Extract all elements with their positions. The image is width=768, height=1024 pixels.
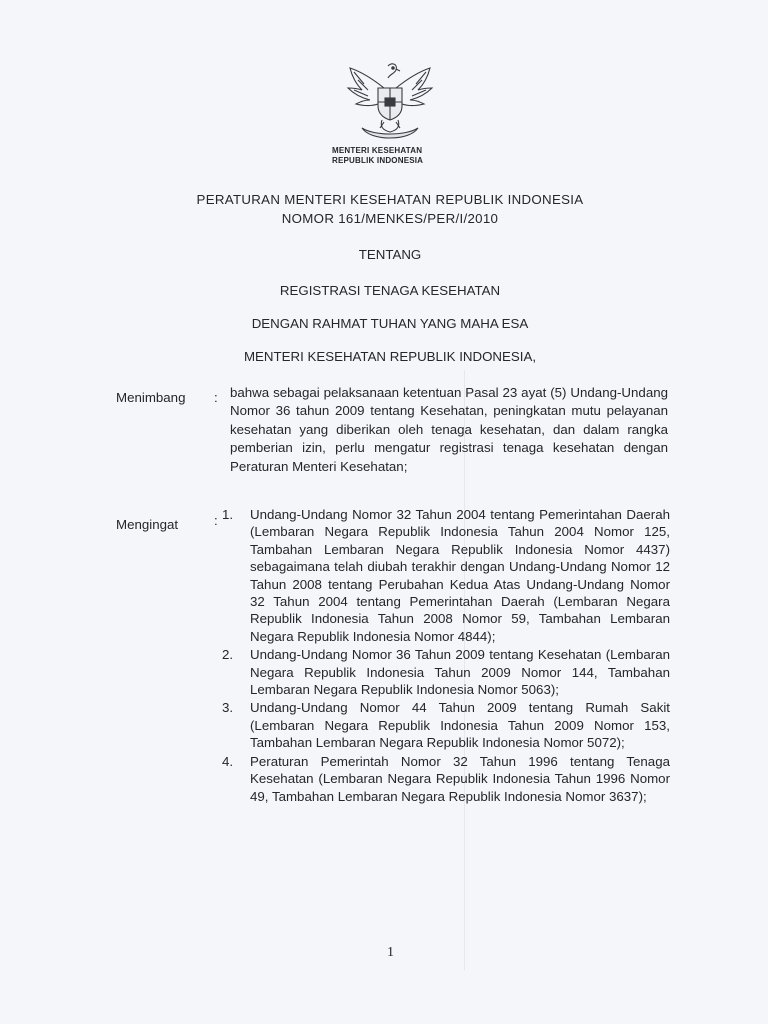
menimbang-colon: : (214, 390, 218, 405)
list-item-number: 1. (222, 507, 234, 522)
rahmat-line: DENGAN RAHMAT TUHAN YANG MAHA ESA (251, 316, 529, 331)
mengingat-label: Mengingat (116, 517, 179, 532)
list-item-number: 3. (222, 700, 234, 716)
regulation-subject: REGISTRASI TENAGA KESEHATAN (279, 283, 501, 298)
regulation-number: NOMOR 161/MENKES/PER/I/2010 (281, 211, 499, 226)
garuda-emblem-icon (344, 58, 436, 140)
list-item-number: 4. (222, 753, 234, 769)
ministry-line-2: REPUBLIK INDONESIA (332, 156, 424, 165)
menteri-line: MENTERI KESEHATAN REPUBLIK INDONESIA, (243, 349, 537, 364)
ministry-letterhead (332, 146, 452, 166)
page-number: 1 (387, 945, 394, 960)
mengingat-list (222, 506, 670, 806)
list-item (222, 506, 670, 645)
list-item-text: Undang-Undang Nomor 44 Tahun 2009 tentang Rumah Sakit (Lembaran Negara Republik Indonesia Tahun 2009 Nomor 153, Tambahan Lembaran Negara Republik Indonesia Nomor 5072); (250, 700, 670, 751)
mengingat-colon: : (214, 513, 218, 528)
list-item-text: Undang-Undang Nomor 32 Tahun 2004 tentang Pemerintahan Daerah (Lembaran Negara Republik Indonesia Tahun 2004 Nomor 125, Tambahan Lembaran Negara Republik Indonesia Nomor 4437) sebagaimana telah diubah terakhir dengan Undang-Undang Nomor 12 Tahun 2008 tentang Perubahan Kedua Atas Undang-Undang Nomor 32 Tahun 2004 tentang Pemerintahan Daerah (Lembaran Negara Republik Indonesia Tahun 2008 Nomor 59, Tambahan Lembaran Negara Republik Indonesia Nomor 4844); (250, 507, 670, 644)
menimbang-label: Menimbang (116, 390, 186, 405)
list-item-text: Undang-Undang Nomor 36 Tahun 2009 tentang Kesehatan (Lembaran Negara Republik Indonesia Tahun 2009 Nomor 144, Tambahan Lembaran Negara Republik Indonesia Nomor 5063); (250, 647, 670, 698)
list-item-number: 2. (222, 647, 234, 663)
tentang-heading: TENTANG (358, 247, 422, 262)
list-item (222, 753, 670, 805)
ministry-line-1: MENTERI KESEHATAN (332, 146, 423, 155)
menimbang-text: bahwa sebagai pelaksanaan ketentuan Pasal 23 ayat (5) Undang-Undang Nomor 36 tahun 2009 tentang Kesehatan, peningkatan mutu pelayanan kesehatan yang diberikan oleh tenaga kesehatan, dan dalam rangka pemberian izin, perlu mengatur registrasi tenaga kesehatan dengan Peraturan Menteri Kesehatan; (230, 385, 668, 474)
list-item (222, 646, 670, 698)
list-item (222, 699, 670, 751)
regulation-title: PERATURAN MENTERI KESEHATAN REPUBLIK INDONESIA (196, 192, 584, 207)
list-item-text: Peraturan Pemerintah Nomor 32 Tahun 1996 tentang Tenaga Kesehatan (Lembaran Negara Republik Indonesia Tahun 1996 Nomor 49, Tambahan Lembaran Negara Republik Indonesia Nomor 3637); (250, 753, 670, 804)
